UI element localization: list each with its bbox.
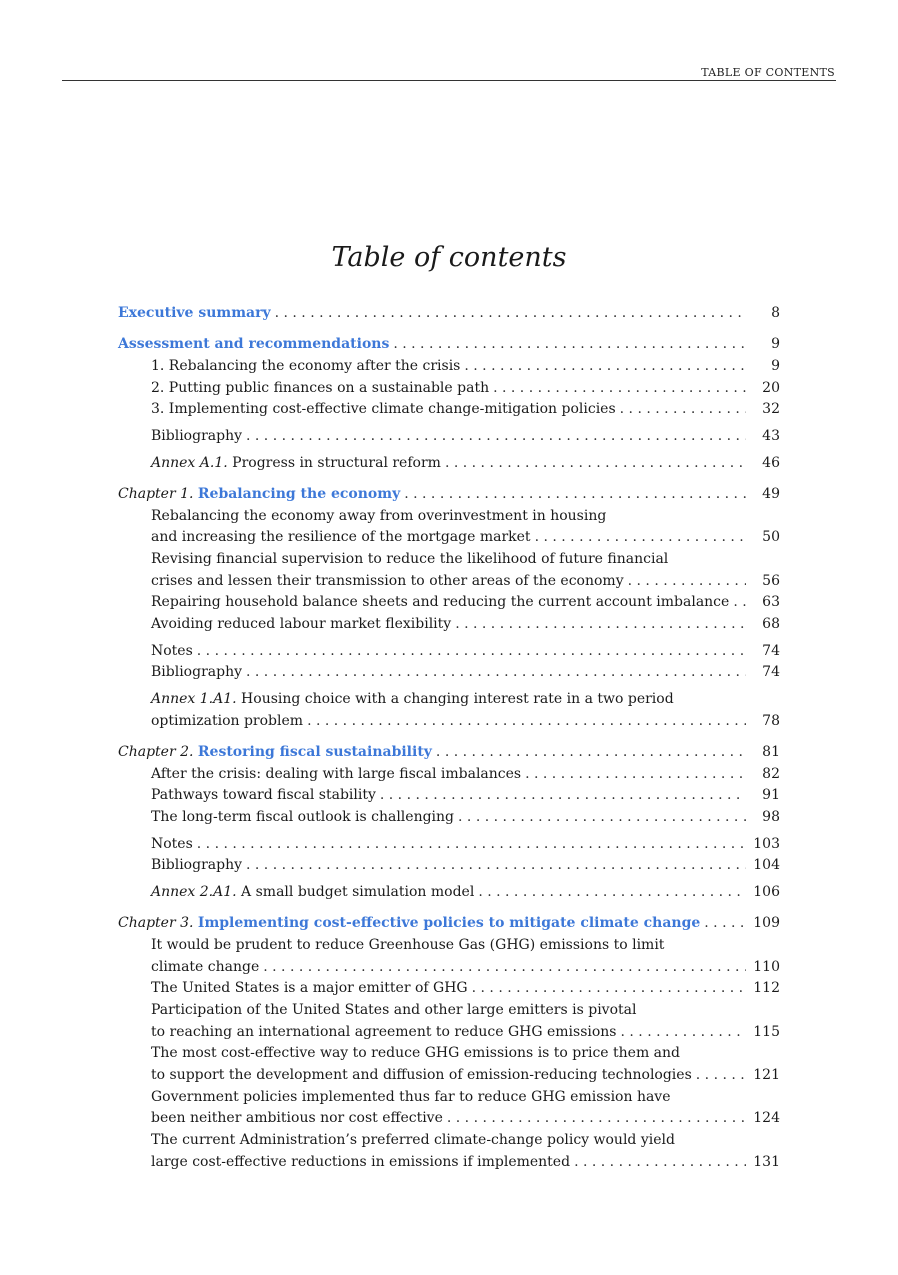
toc-entry-text: Rebalancing the economy bbox=[197, 485, 401, 502]
toc-entry-prefix: Chapter 3. bbox=[118, 915, 194, 932]
dot-leader bbox=[436, 742, 746, 764]
toc-entry-text: to reaching an international agreement to reduce GHG emissions bbox=[151, 1023, 617, 1040]
toc-entry-title bbox=[151, 1000, 636, 1022]
dot-leader bbox=[574, 1152, 746, 1174]
page-number: 103 bbox=[753, 835, 780, 852]
toc-entry-title bbox=[151, 935, 664, 957]
toc-entry-title bbox=[118, 913, 700, 935]
page-number: 131 bbox=[753, 1153, 780, 1170]
toc-entry-text: optimization problem bbox=[151, 712, 304, 729]
toc-entry-text: large cost-effective reductions in emissions if implemented bbox=[151, 1153, 571, 1170]
toc-entry-text: Progress in structural reform bbox=[227, 454, 441, 471]
toc-entry[interactable] bbox=[118, 1022, 780, 1044]
dot-leader bbox=[455, 614, 746, 636]
dot-leader bbox=[307, 711, 746, 733]
page-number: 104 bbox=[753, 857, 780, 874]
page-number: 124 bbox=[753, 1110, 780, 1127]
toc-entry-text: to support the development and diffusion of emission-reducing technologies bbox=[151, 1067, 692, 1083]
toc-entry-title bbox=[151, 764, 521, 786]
page-number: 46 bbox=[762, 454, 780, 471]
dot-leader bbox=[246, 426, 746, 448]
toc-entry-title bbox=[118, 303, 271, 325]
dot-leader bbox=[445, 453, 746, 475]
toc-entry[interactable] bbox=[118, 356, 780, 378]
page-number: 9 bbox=[771, 357, 780, 374]
toc-entry-text: The United States is a major emitter of GHG bbox=[151, 980, 468, 997]
toc-entry[interactable] bbox=[118, 764, 780, 786]
page-number: 56 bbox=[762, 572, 780, 589]
toc-entry-title bbox=[151, 785, 376, 807]
toc-section-entry[interactable] bbox=[118, 334, 780, 356]
toc-entry[interactable] bbox=[118, 571, 780, 593]
toc-entry-title bbox=[151, 1152, 570, 1174]
dot-leader bbox=[525, 764, 746, 786]
toc-entry[interactable] bbox=[118, 378, 780, 400]
toc-entry-title bbox=[118, 484, 400, 506]
toc-entry-text: Participation of the United States and other large emitters is pivotal bbox=[151, 1001, 637, 1018]
toc-entry-text: Notes bbox=[151, 835, 193, 852]
toc-entry-prefix: Chapter 1. bbox=[118, 485, 194, 502]
page-number: 68 bbox=[762, 615, 780, 632]
toc-entry bbox=[118, 1043, 780, 1065]
page-number: 78 bbox=[762, 712, 780, 729]
toc-section-entry[interactable] bbox=[118, 484, 780, 506]
dot-leader bbox=[704, 913, 746, 935]
toc-entry-title bbox=[151, 1043, 680, 1065]
toc-entry[interactable] bbox=[118, 807, 780, 829]
toc-entry-text: Housing choice with a changing interest rate in a two period bbox=[236, 691, 674, 707]
toc-entry-text: The current Administration’s preferred climate-change policy would yield bbox=[151, 1132, 675, 1149]
toc-entry-text: Notes bbox=[151, 642, 193, 659]
page-number: 74 bbox=[762, 642, 780, 659]
toc-entry-title bbox=[151, 426, 242, 448]
page-number: 110 bbox=[753, 958, 780, 975]
toc-entry-text: 3. Implementing cost-effective climate change-mitigation policies bbox=[151, 401, 616, 418]
toc-entry[interactable] bbox=[118, 834, 780, 856]
toc-entry-title bbox=[151, 978, 468, 1000]
spacer bbox=[118, 325, 780, 335]
spacer bbox=[118, 474, 780, 484]
toc-entry-text: Avoiding reduced labour market flexibility bbox=[151, 615, 452, 632]
toc-entry-title bbox=[151, 855, 242, 877]
toc-entry bbox=[118, 1130, 780, 1152]
toc-entry[interactable] bbox=[118, 399, 780, 421]
toc-entry[interactable] bbox=[118, 641, 780, 663]
toc-entry-text: Bibliography bbox=[151, 427, 242, 444]
running-head: TABLE OF CONTENTS bbox=[701, 66, 835, 79]
toc-entry-prefix: Annex 1.A1. bbox=[151, 691, 237, 707]
dot-leader bbox=[535, 527, 746, 549]
header-rule bbox=[62, 80, 836, 81]
dot-leader bbox=[458, 807, 746, 829]
toc-entry-text: Assessment and recommendations bbox=[118, 336, 390, 353]
dot-leader bbox=[197, 641, 746, 663]
toc-section-entry[interactable] bbox=[118, 303, 780, 325]
toc-entry-text: A small budget simulation model bbox=[236, 884, 475, 900]
toc-entry[interactable] bbox=[118, 426, 780, 448]
page-number: 50 bbox=[762, 529, 780, 546]
toc-entry-text: 1. Rebalancing the economy after the crisis bbox=[151, 357, 461, 374]
toc-entry-text: Restoring fiscal sustainability bbox=[197, 743, 432, 760]
page-number: 91 bbox=[762, 787, 780, 804]
toc-entry-prefix: Annex 2.A1. bbox=[151, 884, 237, 900]
page-title: Table of contents bbox=[331, 242, 567, 273]
toc-entry bbox=[118, 1087, 780, 1109]
toc-entry[interactable] bbox=[118, 1108, 780, 1130]
dot-leader bbox=[628, 571, 746, 593]
toc-entry[interactable] bbox=[118, 1152, 780, 1174]
dot-leader bbox=[246, 662, 746, 684]
toc-entry-title bbox=[151, 399, 616, 421]
toc-entry-text: Executive summary bbox=[118, 305, 271, 321]
toc-entry-text: 2. Putting public finances on a sustainable path bbox=[151, 379, 490, 396]
toc-entry-title bbox=[151, 527, 531, 549]
toc-entry bbox=[118, 935, 780, 957]
dot-leader bbox=[464, 356, 746, 378]
page-number: 20 bbox=[762, 379, 780, 396]
toc-entry-text: Repairing household balance sheets and reducing the current account imbalance bbox=[151, 594, 730, 611]
toc-entry-title bbox=[151, 549, 668, 571]
page-number: 9 bbox=[771, 336, 780, 353]
toc-entry[interactable] bbox=[118, 662, 780, 684]
dot-leader bbox=[393, 334, 746, 356]
toc-entry-title bbox=[151, 614, 451, 636]
toc-entry-text: crises and lessen their transmission to other areas of the economy bbox=[151, 572, 624, 589]
dot-leader bbox=[275, 303, 746, 325]
toc-entry[interactable] bbox=[118, 1065, 780, 1087]
dot-leader bbox=[263, 957, 746, 979]
toc-entry-title bbox=[151, 711, 303, 733]
toc-entry-text: been neither ambitious nor cost effective bbox=[151, 1110, 443, 1127]
dot-leader bbox=[733, 592, 746, 614]
dot-leader bbox=[478, 882, 746, 904]
toc-entry-prefix: Chapter 2. bbox=[118, 743, 194, 760]
dot-leader bbox=[620, 399, 746, 421]
toc-entry-text: Revising financial supervision to reduce the likelihood of future financial bbox=[151, 550, 669, 567]
toc-entry[interactable] bbox=[118, 978, 780, 1000]
toc-entry-text: After the crisis: dealing with large fiscal imbalances bbox=[151, 765, 522, 782]
page-number: 43 bbox=[762, 427, 780, 444]
page-number: 115 bbox=[753, 1023, 780, 1040]
toc-entry[interactable] bbox=[118, 882, 780, 904]
toc-entry-title bbox=[151, 1130, 675, 1152]
toc-entry-text: Government policies implemented thus far to reduce GHG emission have bbox=[151, 1088, 671, 1105]
page-number: 106 bbox=[753, 884, 780, 900]
toc-entry[interactable] bbox=[118, 785, 780, 807]
toc-entry-title bbox=[118, 334, 389, 356]
dot-leader bbox=[246, 855, 746, 877]
toc-entry-text: It would be prudent to reduce Greenhouse Gas (GHG) emissions to limit bbox=[151, 936, 665, 953]
toc-entry-text: and increasing the resilience of the mortgage market bbox=[151, 529, 531, 546]
spacer bbox=[118, 904, 780, 914]
page-number: 98 bbox=[762, 808, 780, 825]
toc-entry[interactable] bbox=[118, 614, 780, 636]
toc-entry bbox=[118, 1000, 780, 1022]
toc-entry[interactable] bbox=[118, 527, 780, 549]
toc-entry-title bbox=[151, 641, 193, 663]
dot-leader bbox=[472, 978, 746, 1000]
toc-list bbox=[118, 303, 780, 1173]
toc-entry[interactable] bbox=[118, 957, 780, 979]
toc-entry[interactable] bbox=[118, 711, 780, 733]
toc-entry-text: Bibliography bbox=[151, 857, 242, 874]
spacer bbox=[118, 732, 780, 742]
dot-leader bbox=[380, 785, 746, 807]
toc-section-entry[interactable] bbox=[118, 913, 780, 935]
toc-entry-prefix: Annex A.1. bbox=[151, 454, 228, 471]
page-number: 49 bbox=[762, 485, 780, 502]
toc-entry[interactable] bbox=[118, 453, 780, 475]
page-number: 74 bbox=[762, 664, 780, 681]
toc-entry-text: Bibliography bbox=[151, 664, 242, 681]
toc-entry-title bbox=[118, 742, 432, 764]
toc-entry[interactable] bbox=[118, 855, 780, 877]
page-number: 82 bbox=[762, 765, 780, 782]
toc-entry-title bbox=[151, 662, 242, 684]
page-number: 8 bbox=[771, 305, 780, 321]
toc-entry-title bbox=[151, 453, 441, 475]
toc-entry-title bbox=[151, 592, 729, 614]
toc-entry-title bbox=[151, 506, 606, 528]
page-number: 112 bbox=[753, 980, 780, 997]
toc-entry-title bbox=[151, 957, 259, 979]
toc-entry-title bbox=[151, 571, 624, 593]
dot-leader bbox=[696, 1065, 746, 1087]
toc-entry-title bbox=[151, 378, 489, 400]
dot-leader bbox=[493, 378, 746, 400]
dot-leader bbox=[404, 484, 746, 506]
toc-entry bbox=[118, 549, 780, 571]
toc-entry-text: Pathways toward fiscal stability bbox=[151, 787, 376, 804]
page-number: 121 bbox=[753, 1067, 780, 1083]
page-number: 109 bbox=[753, 915, 780, 932]
page-number: 81 bbox=[762, 743, 780, 760]
toc-entry-title bbox=[151, 807, 454, 829]
dot-leader bbox=[621, 1022, 747, 1044]
toc-entry-title bbox=[151, 834, 193, 856]
toc-entry-title bbox=[151, 882, 474, 904]
toc-entry[interactable] bbox=[118, 592, 780, 614]
toc-entry-text: The most cost-effective way to reduce GHG emissions is to price them and bbox=[151, 1045, 680, 1062]
toc-entry-text: climate change bbox=[151, 958, 260, 975]
page-number: 32 bbox=[762, 401, 780, 418]
toc-entry-text: Rebalancing the economy away from overinvestment in housing bbox=[151, 507, 607, 524]
toc-section-entry[interactable] bbox=[118, 742, 780, 764]
dot-leader bbox=[447, 1108, 746, 1130]
toc-entry-title bbox=[151, 1087, 671, 1109]
toc-entry bbox=[118, 689, 780, 711]
page-number: 63 bbox=[762, 594, 780, 611]
toc-entry-title bbox=[151, 1022, 617, 1044]
dot-leader bbox=[197, 834, 746, 856]
toc-entry-text: Implementing cost-effective policies to mitigate climate change bbox=[197, 915, 701, 932]
toc-entry-title bbox=[151, 1065, 692, 1087]
toc-entry-title bbox=[151, 1108, 443, 1130]
toc-entry-title bbox=[151, 689, 674, 711]
toc-entry bbox=[118, 506, 780, 528]
toc-entry-text: The long-term fiscal outlook is challenging bbox=[151, 808, 455, 825]
toc-entry-title bbox=[151, 356, 460, 378]
